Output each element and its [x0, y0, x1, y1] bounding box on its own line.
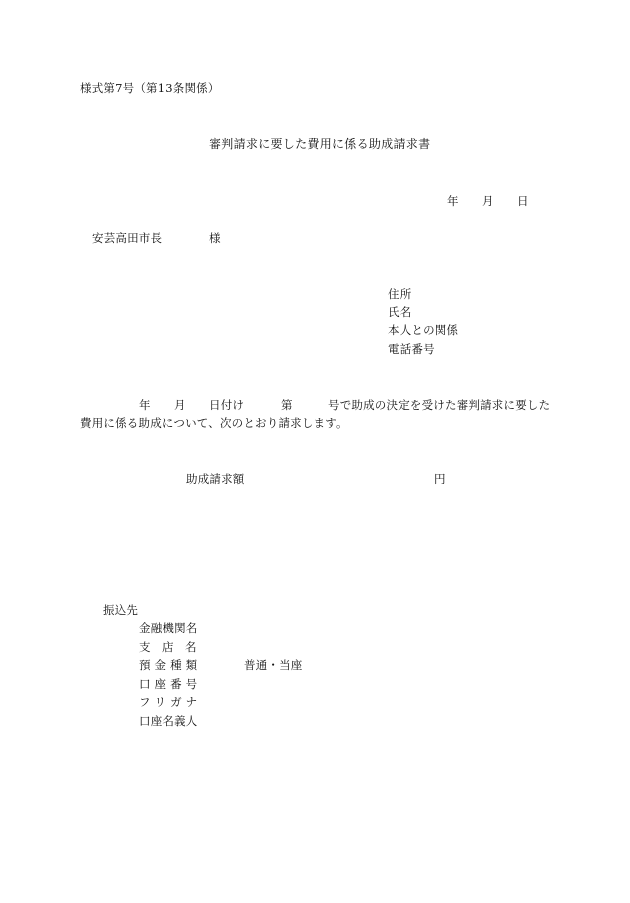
- date-year-label: 年: [447, 194, 459, 208]
- transfer-account-number-label: 口 座 番 号: [139, 677, 198, 691]
- transfer-furigana-label: フ リ ガ ナ: [139, 695, 198, 709]
- applicant-relation-label: 本人との関係: [388, 323, 459, 337]
- body-year: 年: [139, 398, 151, 412]
- addressee-name: 安芸高田市長: [92, 231, 163, 245]
- body-day-suffix: 日付け: [209, 398, 245, 412]
- transfer-deposit-type-label: 預 金 種 類: [139, 658, 198, 672]
- amount-label: 助成請求額: [186, 472, 245, 486]
- amount-unit: 円: [434, 472, 446, 486]
- applicant-name-label: 氏名: [388, 305, 412, 319]
- applicant-address-label: 住所: [388, 287, 412, 301]
- addressee-honorific: 様: [209, 231, 221, 245]
- date-month-label: 月: [482, 194, 494, 208]
- transfer-deposit-type-value: 普通・当座: [244, 658, 303, 672]
- form-title: 審判請求に要した費用に係る助成請求書: [209, 137, 431, 151]
- body-line1-rest: 号で助成の決定を受けた審判請求に要した: [328, 398, 551, 412]
- body-number-prefix: 第: [281, 398, 293, 412]
- body-month: 月: [174, 398, 186, 412]
- transfer-holder-label: 口座名義人: [139, 714, 198, 728]
- applicant-phone-label: 電話番号: [388, 342, 435, 356]
- date-day-label: 日: [517, 194, 529, 208]
- transfer-branch-label: 支 店 名: [139, 640, 197, 654]
- transfer-heading: 振込先: [103, 603, 139, 617]
- body-line2: 費用に係る助成について、次のとおり請求します。: [80, 416, 348, 430]
- form-number: 様式第7号（第13条関係）: [80, 81, 220, 95]
- transfer-bank-name-label: 金融機関名: [139, 621, 198, 635]
